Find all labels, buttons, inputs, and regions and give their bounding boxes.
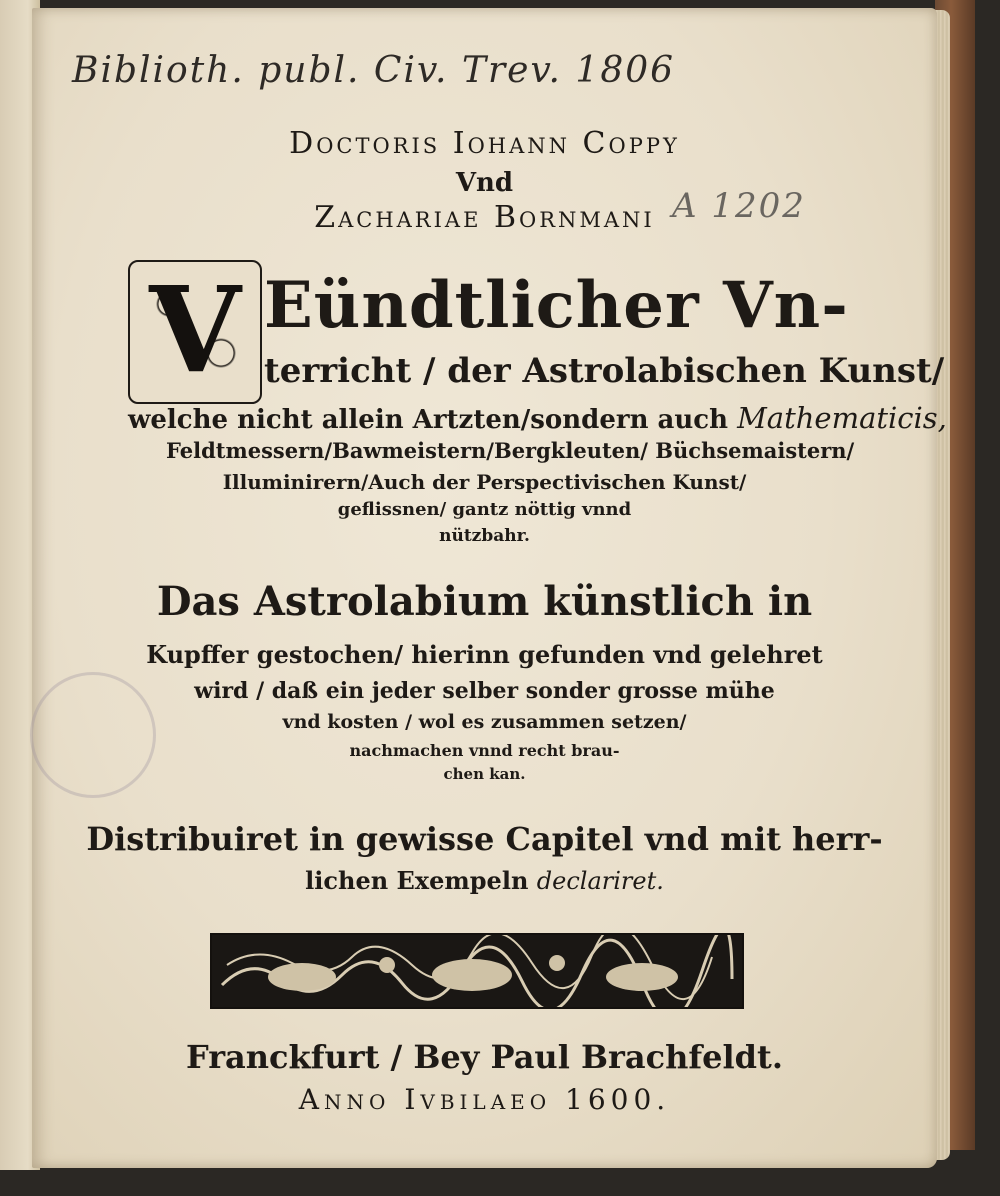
title-line-2: terricht / der Astrolabischen Kunst/ <box>264 351 945 391</box>
section2-line-4: vnd kosten / wol es zusammen setzen/ <box>282 711 687 733</box>
author-line-2: Zachariae Bornmani <box>314 200 655 235</box>
title-line-7: nützbahr. <box>439 526 530 546</box>
section2-line-5: nachmachen vnnd recht brau- <box>349 741 620 760</box>
section3-line-2-italic: declariret. <box>536 867 664 895</box>
title-line-6: geflissnen/ gantz nöttig vnnd <box>337 499 632 520</box>
imprint-place: Franckfurt / Bey Paul Brachfeldt. <box>186 1038 783 1076</box>
section2-line-2: Kupffer gestochen/ hierinn gefunden vnd gelehret <box>146 640 823 669</box>
decorated-initial: V <box>128 260 262 404</box>
woodcut-ornament-graphic <box>212 935 742 1007</box>
title-line-4: Feldtmessern/Bawmeistern/Bergkleuten/ Büchsemaistern/ <box>166 438 855 463</box>
section3-line-1: Distribuiret in gewisse Capitel vnd mit herr- <box>86 820 883 858</box>
title-line-3 <box>128 401 947 435</box>
section2-line-6: chen kan. <box>443 765 526 783</box>
library-stamp-faint <box>30 672 156 798</box>
section3-line-2-text: lichen Exempeln <box>305 866 529 895</box>
woodcut-ornament <box>210 933 744 1009</box>
author-conjunction: Vnd <box>455 168 514 198</box>
title-page <box>32 8 947 1168</box>
section2-line-1: Das Astrolabium künstlich in <box>156 578 813 625</box>
section2-line-3: wird / daß ein jeder selber sonder grosse mühe <box>194 678 775 704</box>
title-line-1: Eündtlicher Vn- <box>264 268 849 343</box>
imprint-year: Anno Ivbilaeo 1600. <box>298 1083 671 1116</box>
section3-line-2 <box>32 866 937 895</box>
handwritten-shelfmark: A 1202 <box>672 186 806 226</box>
author-line-1: Doctoris Iohann Coppy <box>289 126 680 161</box>
title-line-3-italic: Mathematicis, <box>737 401 947 435</box>
handwritten-library-mark: Biblioth. publ. Civ. Trev. 1806 <box>72 50 676 91</box>
title-line-3-text: welche nicht allein Artzten/sondern auch <box>128 405 729 435</box>
title-line-5: Illuminirern/Auch der Perspectivischen Kunst/ <box>222 470 747 494</box>
